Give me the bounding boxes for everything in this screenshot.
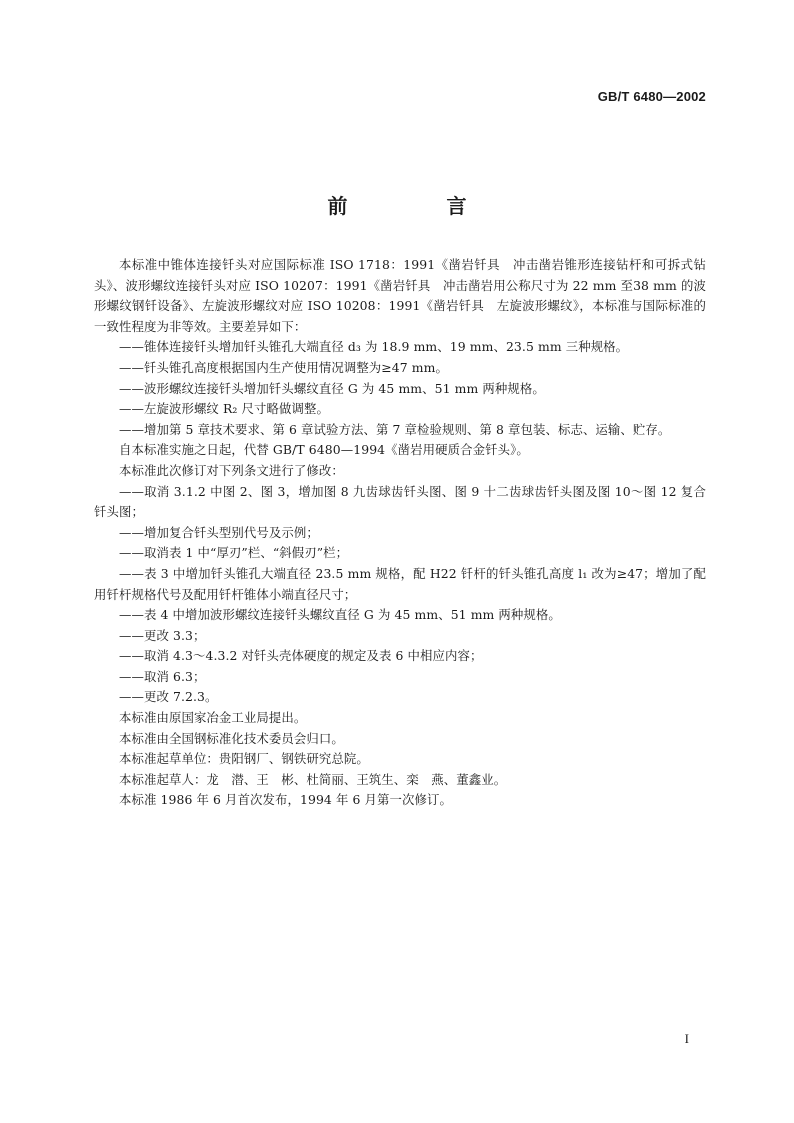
paragraph: 本标准此次修订对下列条文进行了修改： (119, 462, 344, 478)
paragraph: ——取消 4.3～4.3.2 对钎头壳体硬度的规定及表 6 中相应内容； (119, 648, 483, 664)
paragraph: 自本标准实施之日起，代替 GB/T 6480—1994《凿岩用硬质合金钎头》。 (119, 442, 529, 458)
paragraph: ——波形螺纹连接钎头增加钎头螺纹直径 G 为 45 mm、51 mm 两种规格。 (119, 380, 545, 396)
paragraph: ——取消表 1 中“厚刃”栏、“斜假刃”栏； (119, 545, 349, 561)
standard-code: GB/T 6480—2002 (597, 89, 706, 104)
paragraph: ——更改 7.2.3。 (119, 689, 218, 705)
paragraph: 本标准由全国钢标准化技术委员会归口。 (119, 730, 344, 746)
paragraph: 本标准由原国家冶金工业局提出。 (119, 710, 307, 726)
paragraph: ——表 4 中增加波形螺纹连接钎头螺纹直径 G 为 45 mm、51 mm 两种规格。 (119, 607, 561, 623)
foreword-body (94, 255, 706, 811)
paragraph: ——增加第 5 章技术要求、第 6 章试验方法、第 7 章检验规则、第 8 章包装、标志、运输、贮存。 (119, 421, 671, 437)
paragraph: ——表 3 中增加钎头锥孔大端直径 23.5 mm 规格，配 H22 钎杆的钎头锥孔高度 l₁ 改为≥47；增加了配用钎杆规格代号及配用钎杆锥体小端直径尺寸； (94, 565, 706, 602)
paragraph: 本标准起草单位：贵阳钢厂、钢铁研究总院。 (119, 751, 369, 767)
page-title: 前 言 (327, 194, 513, 218)
paragraph: ——左旋波形螺纹 R₂ 尺寸略做调整。 (119, 401, 329, 417)
paragraph: 本标准中锥体连接钎头对应国际标准 ISO 1718：1991《凿岩钎具 冲击凿岩锥形连接钻杆和可拆式钻头》、波形螺纹连接钎头对应 ISO 10207：1991《凿岩钎具 冲击凿岩用公称尺寸为 22 mm 至38 mm 的波形螺纹钢钎设备》、左旋波形螺纹对应 ISO 10208：1991《凿岩钎具 左旋波形螺纹》，本标准与国际标准的一致性程度为非等效。主要差异如下： (94, 257, 706, 334)
paragraph: ——取消 6.3； (119, 668, 206, 684)
paragraph: ——更改 3.3； (119, 627, 206, 643)
paragraph: ——增加复合钎头型别代号及示例； (119, 524, 319, 540)
paragraph: ——取消 3.1.2 中图 2、图 3，增加图 8 九齿球齿钎头图、图 9 十二齿球齿钎头图及图 10～图 12 复合钎头图； (94, 483, 706, 520)
page-number: I (684, 1031, 689, 1046)
paragraph: ——锥体连接钎头增加钎头锥孔大端直径 d₃ 为 18.9 mm、19 mm、23.5 mm 三种规格。 (119, 339, 629, 355)
paragraph: ——钎头锥孔高度根据国内生产使用情况调整为≥47 mm。 (119, 359, 448, 375)
paragraph: 本标准 1986 年 6 月首次发布，1994 年 6 月第一次修订。 (119, 792, 452, 808)
paragraph: 本标准起草人：龙 潜、王 彬、杜简丽、王筑生、栾 燕、董鑫业。 (119, 771, 507, 787)
